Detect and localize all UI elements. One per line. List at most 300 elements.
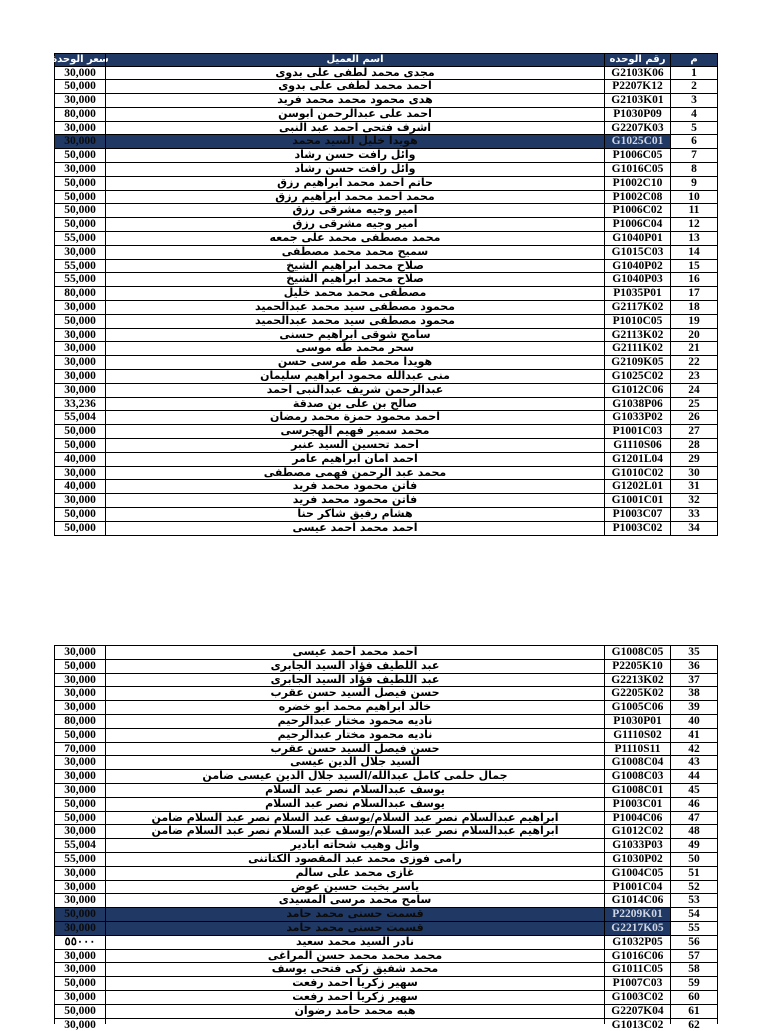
unit-price-cell: 50,000 — [64, 149, 96, 162]
unit-number-cell: G2207K04 — [604, 1005, 670, 1018]
unit-number-cell: P1035P01 — [604, 287, 670, 300]
client-name-cell: صلاح محمد ابراهيم الشيخ — [105, 273, 604, 286]
table-row — [55, 191, 717, 205]
client-name-cell: محمد محمد محمد حسن المراغى — [105, 950, 604, 963]
client-name-cell: ناديه محمود مختار عبدالرحيم — [105, 729, 604, 742]
unit-number-cell: G1005C06 — [604, 701, 670, 714]
unit-number-cell: P1030P09 — [604, 108, 670, 121]
row-number-cell: 21 — [670, 342, 717, 355]
unit-price-cell: 40,000 — [64, 480, 96, 493]
unit-price-cell: 30,000 — [64, 866, 96, 879]
unit-price-cell: 30,000 — [64, 342, 96, 355]
unit-number-cell: G2217K05 — [604, 922, 670, 935]
client-name-cell: حسن فيصل السيد حسن عقرب — [105, 743, 604, 756]
table-row — [55, 218, 717, 232]
table-body — [55, 67, 717, 536]
client-name-cell: يوسف عبدالسلام نصر عبد السلام — [105, 784, 604, 797]
table-row — [55, 411, 717, 425]
row-number-cell: 11 — [670, 204, 717, 217]
unit-price-cell: 30,000 — [64, 756, 96, 769]
highlighted-table-row — [55, 135, 717, 149]
unit-price-cell: 30,000 — [64, 990, 96, 1003]
unit-price-cell: 50,000 — [64, 190, 96, 203]
client-name-cell: هويدا خليل السيد محمد — [105, 135, 604, 148]
unit-number-cell: G1013C02 — [604, 1019, 670, 1024]
unit-number-cell: G1004C05 — [604, 867, 670, 880]
highlighted-table-row — [55, 908, 717, 922]
row-number-cell: 23 — [670, 370, 717, 383]
unit-number-cell: G2117K02 — [604, 301, 670, 314]
row-number-cell: 46 — [670, 798, 717, 811]
unit-number-cell: G1010C02 — [604, 467, 670, 480]
unit-number-cell: P1006C04 — [604, 218, 670, 231]
client-name-cell: احمد امان ابراهيم عامر — [105, 453, 604, 466]
row-number-cell: 45 — [670, 784, 717, 797]
row-number-cell: 57 — [670, 950, 717, 963]
client-name-cell: حاتم احمد محمد ابراهيم رزق — [105, 177, 604, 190]
unit-price-cell: 55,000 — [64, 259, 96, 272]
row-number-cell: 40 — [670, 715, 717, 728]
client-name-cell: مصطفى محمد محمد خليل — [105, 287, 604, 300]
client-name-cell: سامح محمد مرسى المسيدى — [105, 894, 604, 907]
unit-price-cell: 30,000 — [64, 1018, 96, 1031]
unit-price-cell: 55,000 — [64, 273, 96, 286]
table-row — [55, 853, 717, 867]
unit-number-cell: G2111K02 — [604, 342, 670, 355]
unit-price-cell: 50,000 — [64, 1004, 96, 1017]
table-row — [55, 287, 717, 301]
unit-price-cell: 50,000 — [64, 728, 96, 741]
table-row — [55, 839, 717, 853]
unit-number-cell: G2113K02 — [604, 329, 670, 342]
unit-number-cell: P1003C01 — [604, 798, 670, 811]
row-number-cell: 29 — [670, 453, 717, 466]
table-row — [55, 149, 717, 163]
table-row — [55, 812, 717, 826]
unit-price-cell: 30,000 — [64, 894, 96, 907]
client-name-cell: محمد شفيق زكى فتحى يوسف — [105, 963, 604, 976]
table-row — [55, 715, 717, 729]
row-number-cell: 15 — [670, 260, 717, 273]
unit-price-cell: 30,000 — [64, 687, 96, 700]
unit-number-cell: G1201L04 — [604, 453, 670, 466]
unit-number-cell: P2205K10 — [604, 660, 670, 673]
header-unit-number: رقم الوحده — [604, 54, 670, 66]
table-row — [55, 674, 717, 688]
client-name-cell: محمد مصطفى محمد على جمعه — [105, 232, 604, 245]
unit-price-cell: 50,000 — [64, 439, 96, 452]
table-row — [55, 342, 717, 356]
row-number-cell: 48 — [670, 825, 717, 838]
row-number-cell: 53 — [670, 894, 717, 907]
client-units-table-continued — [54, 645, 718, 1031]
unit-number-cell: G1008C03 — [604, 770, 670, 783]
client-name-cell: عبدالرحمن شريف عبدالنبى احمد — [105, 384, 604, 397]
table-row — [55, 480, 717, 494]
row-number-cell: 36 — [670, 660, 717, 673]
row-number-cell: 56 — [670, 936, 717, 949]
unit-number-cell: G1008C01 — [604, 784, 670, 797]
table-row — [55, 398, 717, 412]
row-number-cell: 62 — [670, 1019, 717, 1024]
unit-number-cell: G1001C01 — [604, 494, 670, 507]
unit-price-cell: 50,000 — [64, 80, 96, 93]
unit-price-cell: 30,000 — [64, 783, 96, 796]
row-number-cell: 19 — [670, 315, 717, 328]
client-name-cell: سامح شوقى ابراهيم حسنى — [105, 329, 604, 342]
row-number-cell: 60 — [670, 991, 717, 1004]
table-row — [55, 894, 717, 908]
unit-price-cell: 30,000 — [64, 963, 96, 976]
client-name-cell: عبد اللطيف فؤاد السيد الجابرى — [105, 660, 604, 673]
table-row — [55, 646, 717, 660]
unit-number-cell: G2205K02 — [604, 687, 670, 700]
highlighted-table-row — [55, 922, 717, 936]
client-name-cell: حسن فيصل السيد حسن عقرب — [105, 687, 604, 700]
unit-price-cell: 30,000 — [64, 701, 96, 714]
table-row — [55, 743, 717, 757]
row-number-cell: 24 — [670, 384, 717, 397]
unit-number-cell: G1008C05 — [604, 646, 670, 659]
table-row — [55, 273, 717, 287]
row-number-cell: 38 — [670, 687, 717, 700]
unit-number-cell: G1025C02 — [604, 370, 670, 383]
row-number-cell: 43 — [670, 756, 717, 769]
client-name-cell: قسمت حسنى محمد حامد — [105, 908, 604, 921]
client-name-cell: صالح بن على بن صدقة — [105, 398, 604, 411]
unit-price-cell: 55,000 — [64, 232, 96, 245]
client-name-cell: ابراهيم عبدالسلام نصر عبد السلام/يوسف عبد السلام نصر عبد السلام ضامن — [105, 825, 604, 838]
table-row — [55, 936, 717, 950]
unit-number-cell: P1006C05 — [604, 149, 670, 162]
table-row — [55, 453, 717, 467]
unit-price-cell: 30,000 — [64, 949, 96, 962]
row-number-cell: 61 — [670, 1005, 717, 1018]
row-number-cell: 59 — [670, 977, 717, 990]
unit-price-cell: 50,000 — [64, 797, 96, 810]
unit-number-cell: G1011C05 — [604, 963, 670, 976]
unit-number-cell: G1202L01 — [604, 480, 670, 493]
unit-number-cell: G1025C01 — [604, 135, 670, 148]
table-header-row — [51, 54, 717, 67]
table-row — [55, 770, 717, 784]
client-name-cell: احمد تحسين السيد عنبر — [105, 439, 604, 452]
table-row — [55, 356, 717, 370]
client-name-cell: قسمت حسنى محمد حامد — [105, 922, 604, 935]
unit-price-cell: 30,000 — [64, 301, 96, 314]
client-name-cell: صلاح محمد ابراهيم الشيخ — [105, 260, 604, 273]
row-number-cell: 51 — [670, 867, 717, 880]
row-number-cell: 35 — [670, 646, 717, 659]
unit-price-cell: 55,004 — [64, 839, 96, 852]
client-name-cell: امير وجيه مشرقى رزق — [105, 218, 604, 231]
unit-number-cell: P1007C03 — [604, 977, 670, 990]
unit-price-cell: ٥٥٠٠٠ — [64, 935, 96, 948]
table-row — [55, 329, 717, 343]
table-row — [55, 950, 717, 964]
row-number-cell: 26 — [670, 411, 717, 424]
unit-number-cell: G1030P02 — [604, 853, 670, 866]
unit-price-cell: 30,000 — [64, 328, 96, 341]
table-row — [55, 1005, 717, 1019]
table-row — [55, 991, 717, 1005]
row-number-cell: 25 — [670, 398, 717, 411]
unit-price-cell: 70,000 — [64, 742, 96, 755]
row-number-cell: 4 — [670, 108, 717, 121]
table-row — [55, 494, 717, 508]
table-row — [55, 660, 717, 674]
row-number-cell: 7 — [670, 149, 717, 162]
table-row — [55, 260, 717, 274]
client-name-cell: محمد احمد محمد ابراهيم رزق — [105, 191, 604, 204]
unit-number-cell: G1033P02 — [604, 411, 670, 424]
unit-number-cell: P1003C07 — [604, 508, 670, 521]
unit-number-cell: P2207K12 — [604, 80, 670, 93]
row-number-cell: 16 — [670, 273, 717, 286]
unit-price-cell: 30,000 — [64, 880, 96, 893]
table-row — [55, 867, 717, 881]
row-number-cell: 30 — [670, 467, 717, 480]
client-name-cell: محمد عبد الرحمن فهمى مصطفى — [105, 467, 604, 480]
table-row — [55, 825, 717, 839]
client-name-cell: سهير زكريا احمد رفعت — [105, 991, 604, 1004]
table-row — [55, 977, 717, 991]
client-name-cell: احمد محمد لطفى على بدوى — [105, 80, 604, 93]
table-row — [55, 67, 717, 81]
client-name-cell: منى عبدالله محمود ابراهيم سليمان — [105, 370, 604, 383]
unit-number-cell: G1033P03 — [604, 839, 670, 852]
unit-price-cell: 30,000 — [64, 646, 96, 658]
row-number-cell: 20 — [670, 329, 717, 342]
table-row — [55, 108, 717, 122]
unit-number-cell: G1016C05 — [604, 163, 670, 176]
row-number-cell: 14 — [670, 246, 717, 259]
table-row — [55, 94, 717, 108]
client-name-cell: ياسر بخيت حسين عوض — [105, 881, 604, 894]
client-name-cell: سهير زكريا احمد رفعت — [105, 977, 604, 990]
row-number-cell: 58 — [670, 963, 717, 976]
unit-number-cell: P1002C08 — [604, 191, 670, 204]
client-name-cell: فاتن محمود محمد فريد — [105, 494, 604, 507]
header-unit-price: سعر الوحدة — [51, 54, 109, 65]
unit-number-cell: G1038P06 — [604, 398, 670, 411]
unit-number-cell: G1008C04 — [604, 756, 670, 769]
table-row — [55, 122, 717, 136]
unit-number-cell: P2209K01 — [604, 908, 670, 921]
client-name-cell: هشام رفيق شاكر حنا — [105, 508, 604, 521]
row-number-cell: 50 — [670, 853, 717, 866]
table-row — [55, 177, 717, 191]
unit-price-cell: 30,000 — [64, 121, 96, 134]
row-number-cell: 32 — [670, 494, 717, 507]
table-row — [55, 80, 717, 94]
row-number-cell: 44 — [670, 770, 717, 783]
unit-price-cell: 30,000 — [64, 673, 96, 686]
client-name-cell: ابراهيم عبدالسلام نصر عبد السلام/يوسف عبد السلام نصر عبد السلام ضامن — [105, 812, 604, 825]
row-number-cell: 3 — [670, 94, 717, 107]
client-units-table — [51, 53, 718, 536]
client-name-cell: احمد محمود حمزة محمد رمضان — [105, 411, 604, 424]
row-number-cell: 41 — [670, 729, 717, 742]
table-row — [55, 467, 717, 481]
row-number-cell: 18 — [670, 301, 717, 314]
unit-price-cell: 50,000 — [55, 908, 105, 921]
table-row — [55, 163, 717, 177]
unit-price-cell: 80,000 — [64, 287, 96, 300]
client-name-cell: ناديه محمود مختار عبدالرحيم — [105, 715, 604, 728]
row-number-cell: 37 — [670, 674, 717, 687]
row-number-cell: 22 — [670, 356, 717, 369]
table-row — [55, 798, 717, 812]
unit-number-cell: G2103K01 — [604, 94, 670, 107]
unit-number-cell: G1110S06 — [604, 439, 670, 452]
row-number-cell: 9 — [670, 177, 717, 190]
table-row — [55, 384, 717, 398]
unit-number-cell: G1012C06 — [604, 384, 670, 397]
client-name-cell: وائل رافت حسن رشاد — [105, 149, 604, 162]
client-name-cell: سميح محمد محمد مصطفى — [105, 246, 604, 259]
unit-price-cell: 30,000 — [55, 135, 105, 148]
unit-number-cell: P1110S11 — [604, 743, 670, 756]
unit-price-cell: 30,000 — [64, 94, 96, 107]
unit-price-cell: 30,000 — [64, 163, 96, 176]
table-body — [55, 645, 717, 1031]
table-row — [55, 439, 717, 453]
unit-number-cell: P1002C10 — [604, 177, 670, 190]
unit-number-cell: G1015C03 — [604, 246, 670, 259]
row-number-cell: 8 — [670, 163, 717, 176]
header-client-name: اسم العميل — [105, 54, 604, 66]
unit-number-cell: G1014C06 — [604, 894, 670, 907]
unit-price-cell: 30,000 — [64, 466, 96, 479]
unit-number-cell: P1004C06 — [604, 812, 670, 825]
table-row — [55, 246, 717, 260]
client-name-cell: السيد جلال الدين عيسى — [105, 756, 604, 769]
table-row — [55, 232, 717, 246]
unit-number-cell: G1040P03 — [604, 273, 670, 286]
row-number-cell: 34 — [670, 522, 717, 535]
table-row — [55, 756, 717, 770]
unit-price-cell: 30,000 — [55, 922, 105, 935]
client-name-cell — [105, 1019, 604, 1024]
unit-price-cell: 40,000 — [64, 452, 96, 465]
row-number-cell: 13 — [670, 232, 717, 245]
client-name-cell: اشرف فتحى احمد عبد النبى — [105, 122, 604, 135]
unit-number-cell: P1030P01 — [604, 715, 670, 728]
unit-number-cell: G1040P01 — [604, 232, 670, 245]
table-row — [55, 425, 717, 439]
row-number-cell: 12 — [670, 218, 717, 231]
table-row — [55, 729, 717, 743]
row-number-cell: 1 — [670, 67, 717, 80]
table-row — [55, 370, 717, 384]
header-row-number: م — [670, 54, 717, 66]
row-number-cell: 2 — [670, 80, 717, 93]
unit-number-cell: G1016C06 — [604, 950, 670, 963]
unit-price-cell: 50,000 — [64, 521, 96, 534]
table-row — [55, 522, 717, 536]
client-name-cell: غازى محمد على سالم — [105, 867, 604, 880]
table-row — [55, 508, 717, 522]
table-row — [55, 784, 717, 798]
table-row — [55, 963, 717, 977]
unit-price-cell: 55,004 — [64, 411, 96, 424]
client-name-cell: وائل وهيب شحاته ابادير — [105, 839, 604, 852]
unit-price-cell: 80,000 — [64, 107, 96, 120]
row-number-cell: 47 — [670, 812, 717, 825]
table-row — [55, 204, 717, 218]
unit-number-cell: P1001C04 — [604, 881, 670, 894]
row-number-cell: 6 — [670, 135, 717, 148]
unit-price-cell: 30,000 — [64, 245, 96, 258]
unit-price-cell: 50,000 — [64, 811, 96, 824]
unit-number-cell: P1006C02 — [604, 204, 670, 217]
unit-price-cell: 50,000 — [64, 977, 96, 990]
client-name-cell: هدى محمود محمد محمد فريد — [105, 94, 604, 107]
table-row — [55, 301, 717, 315]
row-number-cell: 27 — [670, 425, 717, 438]
client-name-cell: محمود مصطفى سيد محمد عبدالحميد — [105, 301, 604, 314]
client-name-cell: يوسف عبدالسلام نصر عبد السلام — [105, 798, 604, 811]
unit-price-cell: 30,000 — [64, 356, 96, 369]
row-number-cell: 39 — [670, 701, 717, 714]
client-name-cell: جمال حلمى كامل عبدالله/السيد جلال الدين عيسى ضامن — [105, 770, 604, 783]
client-name-cell: احمد محمد احمد عيسى — [105, 522, 604, 535]
row-number-cell: 5 — [670, 122, 717, 135]
unit-number-cell: P1003C02 — [604, 522, 670, 535]
unit-price-cell: 55,000 — [64, 852, 96, 865]
unit-price-cell: 30,000 — [64, 825, 96, 838]
client-name-cell: محمد سمير فهيم الهجرسى — [105, 425, 604, 438]
unit-price-cell: 50,000 — [64, 425, 96, 438]
client-name-cell: مجدى محمد لطفى على بدوى — [105, 67, 604, 80]
unit-price-cell: 30,000 — [64, 494, 96, 507]
unit-price-cell: 50,000 — [64, 204, 96, 217]
table-row — [55, 687, 717, 701]
table-row — [55, 881, 717, 895]
client-name-cell: محمود مصطفى سيد محمد عبدالحميد — [105, 315, 604, 328]
unit-number-cell: G1040P02 — [604, 260, 670, 273]
row-number-cell: 31 — [670, 480, 717, 493]
row-number-cell: 52 — [670, 881, 717, 894]
unit-price-cell: 30,000 — [64, 383, 96, 396]
unit-price-cell: 50,000 — [64, 314, 96, 327]
client-name-cell: هويدا محمد طه مرسى حسن — [105, 356, 604, 369]
table-row — [55, 701, 717, 715]
unit-number-cell: G1032P05 — [604, 936, 670, 949]
unit-number-cell: G2109K05 — [604, 356, 670, 369]
table-row — [55, 1018, 717, 1031]
client-name-cell: خالد ابراهيم محمد ابو خضره — [105, 701, 604, 714]
row-number-cell: 33 — [670, 508, 717, 521]
row-number-cell: 17 — [670, 287, 717, 300]
unit-number-cell: G2103K06 — [604, 67, 670, 80]
unit-price-cell: 80,000 — [64, 714, 96, 727]
row-number-cell: 54 — [670, 908, 717, 921]
row-number-cell: 10 — [670, 191, 717, 204]
client-name-cell: سحر محمد طه موسى — [105, 342, 604, 355]
row-number-cell: 42 — [670, 743, 717, 756]
unit-price-cell: 30,000 — [64, 770, 96, 783]
client-name-cell: احمد على عبدالرحمن ابوسن — [105, 108, 604, 121]
client-name-cell: هبه محمد حامد رضوان — [105, 1005, 604, 1018]
unit-number-cell: G1012C02 — [604, 825, 670, 838]
unit-price-cell: 50,000 — [64, 659, 96, 672]
client-name-cell: رامى فوزى محمد عبد المقصود الكتاتنى — [105, 853, 604, 866]
row-number-cell: 28 — [670, 439, 717, 452]
unit-price-cell: 30,000 — [64, 370, 96, 383]
unit-price-cell: 50,000 — [64, 176, 96, 189]
